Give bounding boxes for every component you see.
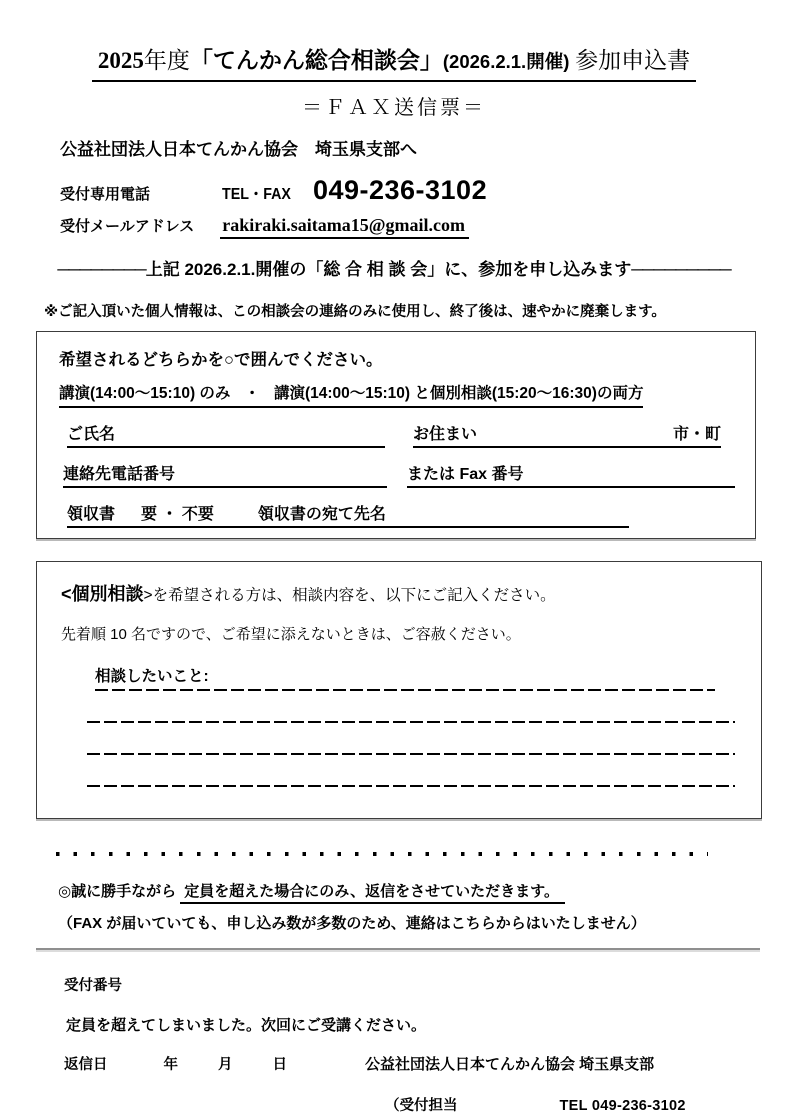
name-field-label: ご氏名 xyxy=(67,426,116,443)
dash-left: ──────── xyxy=(57,260,146,279)
individual-consult-name: 個別相談 xyxy=(71,584,144,604)
reception-email-label: 受付メールアドレス xyxy=(60,218,195,235)
phone-fax-row xyxy=(59,461,735,488)
page-title xyxy=(92,42,696,82)
receipt-addressee-label: 領収書の宛て先名 xyxy=(257,506,386,523)
receipt-field xyxy=(67,501,629,528)
dash-right: ───────── xyxy=(631,260,731,279)
consult-topic-label: 相談したいこと: xyxy=(95,668,209,685)
tel-fax-label: TEL・FAX xyxy=(222,186,291,203)
reception-phone-row xyxy=(60,175,788,206)
consult-writing-line-2 xyxy=(87,721,735,723)
dotted-separator xyxy=(56,852,708,856)
consultation-intro-rest: >を希望される方は、相談内容を、以下にご記入ください。 xyxy=(143,587,556,604)
fax-sheet-subtitle: ＝ＦＡＸ送信票＝ xyxy=(302,97,486,119)
fax-number-field xyxy=(407,461,735,488)
reply-year-label: 年 xyxy=(163,1057,178,1073)
title-event-name: 「てんかん総合相談会」 xyxy=(189,47,443,73)
choice-box xyxy=(36,331,756,539)
options-separator: ・ xyxy=(244,385,260,402)
privacy-note: ※ご記入頂いた個人情報は、この相談会の連絡のみに使用し、終了後は、速やかに廃棄します。 xyxy=(44,304,666,320)
no-contact-note: （FAX が届いていても、申し込み数が多数のため、連絡はこちらからはいたしません） xyxy=(58,915,646,932)
reply-date-label: 返信日 xyxy=(64,1057,108,1073)
name-field xyxy=(67,421,385,448)
option-lecture-only: 講演(14:00～15:10) のみ xyxy=(59,385,231,402)
receipt-row xyxy=(59,501,735,528)
consult-writing-line-3 xyxy=(87,753,735,755)
reply-day-label: 日 xyxy=(272,1057,287,1073)
fax-number-label: または Fax 番号 xyxy=(407,466,524,483)
reply-date-row xyxy=(64,1053,788,1074)
receipt-number-label: 受付番号 xyxy=(64,978,122,994)
title-nendo: 年度 xyxy=(143,48,190,73)
reception-phone-label: 受付専用電話 xyxy=(60,186,151,203)
organization-name: 公益社団法人日本てんかん協会 埼玉県支部 xyxy=(365,1056,655,1073)
reply-policy-note xyxy=(58,880,788,901)
reply-policy-prefix: ◎誠に勝手ながら xyxy=(58,883,177,900)
office-contact-row xyxy=(385,1094,788,1114)
reply-policy-underlined: 定員を超えた場合にのみ、返信をさせていただきます。 xyxy=(180,883,565,904)
apply-statement-text: 上記 2026.2.1.開催の「総 合 相 談 会」に、参加を申し込みます xyxy=(145,260,632,279)
name-residence-row xyxy=(59,421,735,448)
reception-staff-label: （受付担当 xyxy=(385,1098,458,1114)
residence-field xyxy=(413,421,721,448)
residence-field-label: お住まい xyxy=(413,426,478,443)
receipt-label: 領収書 xyxy=(67,506,116,523)
reception-email-row xyxy=(60,215,788,239)
apply-statement xyxy=(0,255,788,280)
circle-choice-instruction: 希望されるどちらかを○で囲んでください。 xyxy=(59,351,383,369)
office-tel: TEL 049-236-3102 xyxy=(559,1098,686,1114)
receipt-options: 要 ・ 不要 xyxy=(141,506,214,523)
consultation-intro-line xyxy=(61,580,737,606)
bracket-open: < xyxy=(61,584,72,604)
contact-phone-label: 連絡先電話番号 xyxy=(63,466,176,483)
reception-email-address: rakiraki.saitama15@gmail.com xyxy=(220,215,469,239)
city-town-suffix: 市・町 xyxy=(672,426,721,443)
consultation-box xyxy=(36,561,762,819)
attendance-options-line xyxy=(59,381,643,408)
consult-writing-line-1 xyxy=(95,689,715,691)
capacity-note-line: 先着順 10 名ですので、ご希望に添えないときは、ご容赦ください。 xyxy=(61,626,521,643)
title-wrap xyxy=(0,0,788,82)
title-date-note: (2026.2.1.開催) xyxy=(442,51,570,72)
office-section-divider xyxy=(36,948,760,952)
over-capacity-message: 定員を超えてしまいました。次回にご受講ください。 xyxy=(66,1017,427,1034)
title-year: 2025 xyxy=(97,48,144,73)
reply-month-label: 月 xyxy=(218,1057,233,1073)
contact-phone-field xyxy=(63,461,387,488)
title-suffix: 参加申込書 xyxy=(569,48,691,73)
option-lecture-and-consult: 講演(14:00～15:10) と個別相談(15:20～16:30)の両方 xyxy=(273,385,644,402)
addressee-line: 公益社団法人日本てんかん協会 埼玉県支部へ xyxy=(60,140,417,159)
tel-fax-number: 049-236-3102 xyxy=(312,175,488,205)
consult-writing-line-4 xyxy=(87,785,735,787)
